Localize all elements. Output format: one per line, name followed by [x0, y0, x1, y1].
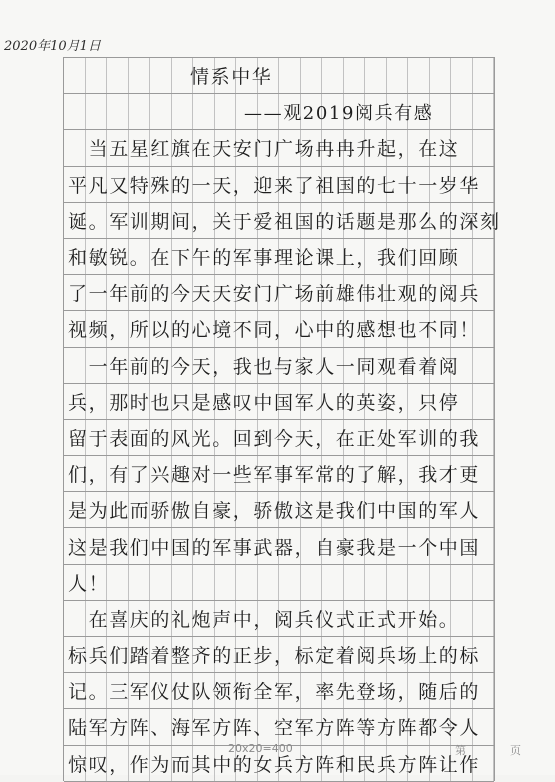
grid-row: [63, 310, 495, 346]
grid-row: [63, 564, 495, 600]
essay-line: 一年前的今天，我也与家人一同观看着阅: [68, 355, 460, 378]
writing-grid: [63, 57, 501, 781]
essay-line: 人！: [68, 572, 110, 595]
date-annotation: 2020年10月1日: [4, 39, 101, 54]
grid-row: [63, 455, 495, 491]
essay-line: 了一年前的今天天安门广场前雄伟壮观的阅兵: [68, 283, 481, 306]
grid-row: [63, 636, 495, 672]
page-suffix-label: 页: [510, 744, 521, 757]
essay-line: 惊叹，作为而其中的女兵方阵和民兵方阵让作: [68, 753, 481, 776]
essay-line: 是为此而骄傲自豪，骄傲这是我们中国的军人: [68, 500, 481, 523]
grid-row: [63, 166, 495, 202]
essay-line: 留于表面的风光。回到今天，在正处军训的我: [68, 427, 481, 450]
page-label: 第: [455, 744, 466, 757]
grid-row: [63, 57, 495, 93]
grid-row: [63, 93, 495, 129]
essay-line: 平凡又特殊的一天，迎来了祖国的七十一岁华: [68, 174, 481, 197]
grid-size-label: 20x20=400: [228, 742, 293, 755]
grid-row: [63, 419, 495, 455]
essay-line: 这是我们中国的军事武器，自豪我是一个中国: [68, 536, 481, 559]
essay-line: 记。三军仪仗队领衔全军，率先登场，随后的: [68, 681, 481, 704]
grid-row: [63, 527, 495, 563]
essay-title: 情系中华: [190, 66, 273, 89]
grid-row: [63, 347, 495, 383]
grid-row: [63, 274, 495, 310]
grid-row: [63, 672, 495, 708]
grid-row: [63, 202, 501, 238]
grid-row: [63, 383, 495, 419]
grid-row: [63, 491, 495, 527]
essay-line: 视频，所以的心境不同，心中的感想也不同！: [68, 319, 481, 342]
essay-line: 诞。军训期间，关于爱祖国的话题是那么的深刻: [68, 210, 501, 233]
grid-row: [63, 600, 495, 636]
essay-line: 在喜庆的礼炮声中，阅兵仪式正式开始。: [68, 608, 460, 631]
grid-row: [63, 708, 495, 744]
grid-row: [63, 238, 495, 274]
essay-line: 和敏锐。在下午的军事理论课上，我们回顾: [68, 247, 460, 270]
essay-line: 们，有了兴趣对一些军事军常的了解，我才更: [68, 464, 481, 487]
essay-line: 陆军方阵、海军方阵、空军方阵等方阵都令人: [68, 717, 481, 740]
essay-subtitle: ——观2019阅兵有感: [244, 102, 434, 124]
grid-row: [63, 129, 495, 165]
essay-line: 当五星红旗在天安门广场冉冉升起，在这: [68, 138, 460, 161]
essay-line: 兵，那时也只是感叹中国军人的英姿，只停: [68, 391, 460, 414]
paper-footer: [0, 742, 555, 762]
essay-line: 标兵们踏着整齐的正步，标定着阅兵场上的标: [68, 645, 481, 668]
